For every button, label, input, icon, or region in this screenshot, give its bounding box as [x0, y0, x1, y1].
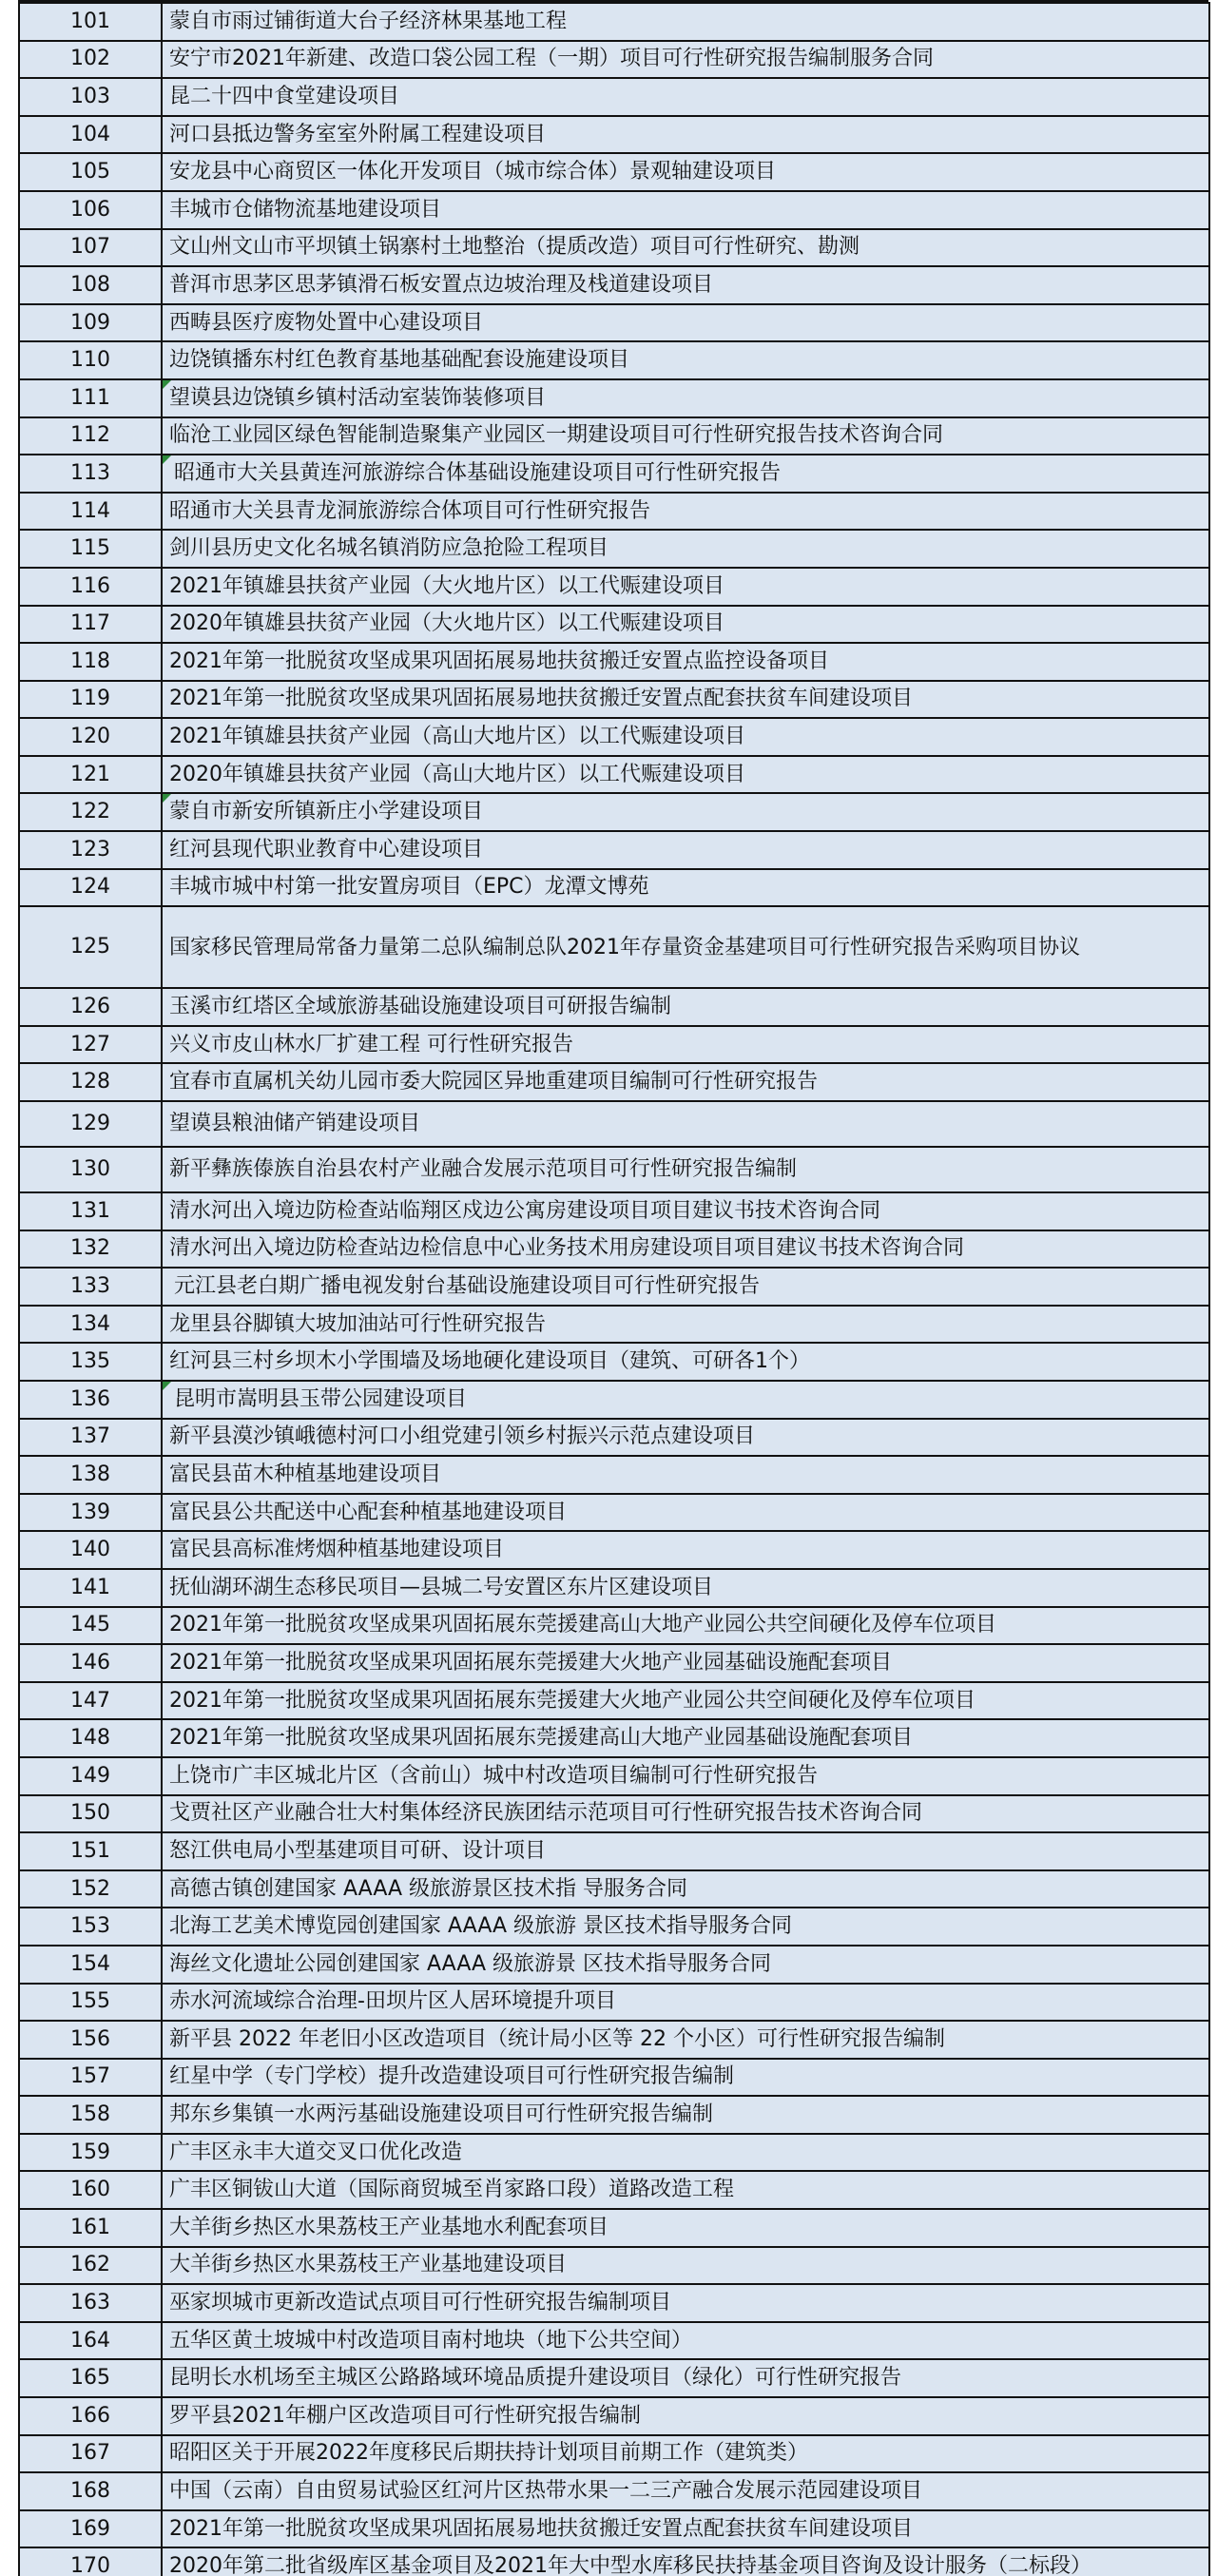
table-row	[19, 1063, 1209, 1101]
project-name-text: 2020年镇雄县扶贫产业园（大火地片区）以工代赈建设项目	[169, 611, 724, 636]
project-name-cell[interactable]	[162, 1306, 1209, 1344]
table-row	[19, 2059, 1209, 2097]
project-name-text: 广丰区永丰大道交叉口优化改造	[169, 2140, 463, 2164]
project-name-text: 2020年镇雄县扶贫产业园（高山大地片区）以工代赈建设项目	[169, 762, 745, 786]
project-name-text: 河口县抵边警务室室外附属工程建设项目	[169, 122, 547, 146]
table-row	[19, 643, 1209, 681]
table-row	[19, 718, 1209, 756]
row-number-cell[interactable]: 136	[19, 1381, 162, 1419]
project-name-cell[interactable]	[162, 869, 1209, 907]
project-name-cell[interactable]	[162, 2322, 1209, 2360]
row-number-cell[interactable]: 141	[19, 1569, 162, 1607]
table-row	[19, 1757, 1209, 1795]
project-name-cell[interactable]	[162, 1343, 1209, 1381]
project-name-cell[interactable]	[162, 1026, 1209, 1064]
project-name-cell[interactable]	[162, 153, 1209, 191]
row-number-cell[interactable]: 112	[19, 417, 162, 455]
project-name-cell[interactable]	[162, 41, 1209, 79]
project-name-text: 清水河出入境边防检查站临翔区戍边公寓房建设项目项目建议书技术咨询合同	[169, 1198, 881, 1223]
project-name-cell[interactable]	[162, 2021, 1209, 2059]
table-row	[19, 2134, 1209, 2172]
project-name-cell[interactable]	[162, 1456, 1209, 1494]
table-row	[19, 906, 1209, 988]
project-name-text: 中国（云南）自由贸易试验区红河片区热带水果一二三产融合发展示范园建设项目	[169, 2479, 923, 2504]
row-number-cell[interactable]: 164	[19, 2322, 162, 2360]
row-number-cell[interactable]: 127	[19, 1026, 162, 1064]
project-name-cell[interactable]	[162, 793, 1209, 831]
cell-comment-marker-icon	[163, 1382, 171, 1390]
table-row	[19, 681, 1209, 719]
project-name-cell[interactable]	[162, 530, 1209, 568]
row-number-cell[interactable]: 113	[19, 455, 162, 493]
table-row	[19, 793, 1209, 831]
project-name-text: 昭通市大关县黄连河旅游综合体基础设施建设项目可行性研究报告	[174, 460, 782, 485]
project-name-text: 2021年第一批脱贫攻坚成果巩固拓展易地扶贫搬迁安置点配套扶贫车间建设项目	[169, 2516, 913, 2541]
project-name-text: 怒江供电局小型基建项目可研、设计项目	[169, 1838, 547, 1863]
project-name-text: 红河县现代职业教育中心建设项目	[169, 837, 484, 862]
project-name-text: 昆二十四中食堂建设项目	[169, 84, 400, 108]
table-row	[19, 1381, 1209, 1419]
project-name-cell[interactable]	[162, 1063, 1209, 1101]
table-row	[19, 153, 1209, 191]
cell-comment-marker-icon	[163, 455, 171, 464]
row-number-cell[interactable]: 104	[19, 116, 162, 154]
project-name-cell[interactable]	[162, 1101, 1209, 1147]
row-number-cell[interactable]: 148	[19, 1719, 162, 1757]
row-number-cell[interactable]: 129	[19, 1101, 162, 1147]
project-name-text: 高德古镇创建国家 AAAA 级旅游景区技术指 导服务合同	[169, 1876, 688, 1901]
table-row	[19, 1870, 1209, 1908]
cell-comment-marker-icon	[163, 380, 171, 389]
row-number-cell[interactable]: 162	[19, 2247, 162, 2285]
row-number-cell[interactable]: 107	[19, 229, 162, 267]
project-name-cell[interactable]	[162, 379, 1209, 417]
project-name-text: 2021年第一批脱贫攻坚成果巩固拓展易地扶贫搬迁安置点配套扶贫车间建设项目	[169, 687, 913, 711]
table-row	[19, 78, 1209, 116]
table-row	[19, 304, 1209, 342]
table-row	[19, 2472, 1209, 2510]
project-name-text: 2021年第一批脱贫攻坚成果巩固拓展东莞援建大火地产业园公共空间硬化及停车位项目	[169, 1688, 976, 1713]
project-name-cell[interactable]	[162, 191, 1209, 229]
row-number-cell[interactable]: 160	[19, 2171, 162, 2209]
row-number-cell[interactable]: 149	[19, 1757, 162, 1795]
project-name-cell[interactable]	[162, 455, 1209, 493]
row-number-cell[interactable]: 103	[19, 78, 162, 116]
project-name-text: 蒙自市新安所镇新庄小学建设项目	[169, 800, 484, 824]
project-name-text: 清水河出入境边防检查站边检信息中心业务技术用房建设项目项目建议书技术咨询合同	[169, 1236, 965, 1261]
row-number-cell[interactable]: 154	[19, 1946, 162, 1984]
project-name-cell[interactable]	[162, 831, 1209, 869]
project-name-text: 巫家坝城市更新改造试点项目可行性研究报告编制项目	[169, 2291, 672, 2315]
table-row	[19, 988, 1209, 1026]
project-name-cell[interactable]	[162, 266, 1209, 304]
table-row	[19, 229, 1209, 267]
row-number-cell[interactable]: 124	[19, 869, 162, 907]
row-number-cell[interactable]: 106	[19, 191, 162, 229]
project-name-text: 丰城市城中村第一批安置房项目（EPC）龙潭文博苑	[169, 875, 649, 900]
project-name-cell[interactable]	[162, 1381, 1209, 1419]
project-name-text: 望谟县边饶镇乡镇村活动室装饰装修项目	[169, 385, 547, 410]
table-row	[19, 530, 1209, 568]
row-number-cell[interactable]: 115	[19, 530, 162, 568]
project-name-cell[interactable]	[162, 1984, 1209, 2022]
project-name-text: 新平县漠沙镇峨德村河口小组党建引领乡村振兴示范点建设项目	[169, 1424, 756, 1449]
table-row	[19, 1569, 1209, 1607]
table-row	[19, 2209, 1209, 2247]
table-row	[19, 2096, 1209, 2134]
row-number-cell[interactable]: 123	[19, 831, 162, 869]
project-name-text: 宜春市直属机关幼儿园市委大院园区异地重建项目编制可行性研究报告	[169, 1070, 819, 1094]
project-name-cell[interactable]	[162, 1832, 1209, 1870]
project-name-cell[interactable]	[162, 304, 1209, 342]
row-number-cell[interactable]: 114	[19, 493, 162, 531]
project-name-text: 普洱市思茅区思茅镇滑石板安置点边坡治理及栈道建设项目	[169, 272, 714, 297]
row-number-cell[interactable]: 109	[19, 304, 162, 342]
project-name-cell[interactable]	[162, 1644, 1209, 1682]
project-name-cell[interactable]	[162, 1192, 1209, 1230]
row-number-cell[interactable]: 169	[19, 2510, 162, 2548]
row-number-cell[interactable]: 153	[19, 1908, 162, 1946]
table-row	[19, 1306, 1209, 1344]
project-name-text: 抚仙湖环湖生态移民项目—县城二号安置区东片区建设项目	[169, 1575, 714, 1599]
project-name-text: 剑川县历史文化名城名镇消防应急抢险工程项目	[169, 536, 609, 561]
project-name-cell[interactable]	[162, 643, 1209, 681]
table-row	[19, 869, 1209, 907]
row-number-cell[interactable]: 168	[19, 2472, 162, 2510]
project-name-cell[interactable]	[162, 2435, 1209, 2473]
table-row	[19, 2359, 1209, 2397]
project-name-cell[interactable]	[162, 1147, 1209, 1192]
table-row	[19, 2247, 1209, 2285]
project-name-cell[interactable]	[162, 2059, 1209, 2097]
project-name-cell[interactable]	[162, 493, 1209, 531]
table-row	[19, 379, 1209, 417]
project-name-text: 2021年镇雄县扶贫产业园（高山大地片区）以工代赈建设项目	[169, 725, 745, 749]
project-name-text: 国家移民管理局常备力量第二总队编制总队2021年存量资金基建项目可行性研究报告采购项目协议	[169, 935, 1080, 959]
table-row	[19, 266, 1209, 304]
table-row	[19, 606, 1209, 644]
row-number-cell[interactable]: 131	[19, 1192, 162, 1230]
table-row	[19, 1230, 1209, 1269]
row-number-cell[interactable]: 138	[19, 1456, 162, 1494]
project-name-text: 兴义市皮山林水厂扩建工程 可行性研究报告	[169, 1032, 573, 1056]
row-number-cell[interactable]: 128	[19, 1063, 162, 1101]
project-name-text: 上饶市广丰区城北片区（含前山）城中村改造项目编制可行性研究报告	[169, 1763, 819, 1788]
project-name-text: 邦东乡集镇一水两污基础设施建设项目可行性研究报告编制	[169, 2102, 714, 2127]
table-row	[19, 116, 1209, 154]
project-name-text: 昆明长水机场至主城区公路路域环境品质提升建设项目（绿化）可行性研究报告	[169, 2366, 902, 2391]
row-number-cell[interactable]: 122	[19, 793, 162, 831]
project-name-text: 红星中学（专门学校）提升改造建设项目可行性研究报告编制	[169, 2064, 735, 2089]
row-number-cell[interactable]: 126	[19, 988, 162, 1026]
table-row	[19, 1946, 1209, 1984]
project-name-cell[interactable]	[162, 1870, 1209, 1908]
project-name-text: 2021年第一批脱贫攻坚成果巩固拓展东莞援建大火地产业园基础设施配套项目	[169, 1650, 892, 1675]
project-name-text: 大羊街乡热区水果荔枝王产业基地建设项目	[169, 2253, 568, 2277]
project-table-body	[19, 3, 1209, 2576]
project-name-cell[interactable]	[162, 1719, 1209, 1757]
project-name-cell[interactable]	[162, 1531, 1209, 1569]
project-name-cell[interactable]	[162, 2397, 1209, 2435]
row-number-cell[interactable]: 161	[19, 2209, 162, 2247]
table-row	[19, 1101, 1209, 1147]
project-name-cell[interactable]	[162, 1230, 1209, 1269]
project-name-cell[interactable]	[162, 1419, 1209, 1457]
project-name-text: 戈贾社区产业融合壮大村集体经济民族团结示范项目可行性研究报告技术咨询合同	[169, 1801, 923, 1826]
project-name-cell[interactable]	[162, 1268, 1209, 1306]
project-name-cell[interactable]	[162, 2359, 1209, 2397]
project-name-text: 五华区黄土坡城中村改造项目南村地块（地下公共空间）	[169, 2328, 693, 2353]
project-table	[18, 2, 1210, 2576]
row-number-cell[interactable]: 134	[19, 1306, 162, 1344]
table-row	[19, 568, 1209, 606]
project-name-cell[interactable]	[162, 229, 1209, 267]
project-name-text: 元江县老白期广播电视发射台基础设施建设项目可行性研究报告	[174, 1274, 761, 1299]
row-number-cell[interactable]: 117	[19, 606, 162, 644]
row-number-cell[interactable]: 118	[19, 643, 162, 681]
project-name-text: 广丰区铜钹山大道（国际商贸城至肖家路口段）道路改造工程	[169, 2178, 735, 2202]
project-name-cell[interactable]	[162, 2472, 1209, 2510]
project-name-cell[interactable]	[162, 3, 1209, 41]
row-number-cell[interactable]: 155	[19, 1984, 162, 2022]
project-name-cell[interactable]	[162, 1569, 1209, 1607]
project-name-cell[interactable]	[162, 756, 1209, 794]
project-name-text: 2021年第一批脱贫攻坚成果巩固拓展易地扶贫搬迁安置点监控设备项目	[169, 649, 829, 673]
table-row	[19, 1147, 1209, 1192]
project-name-cell[interactable]	[162, 1494, 1209, 1532]
table-row	[19, 417, 1209, 455]
table-row	[19, 2284, 1209, 2322]
row-number-cell[interactable]: 108	[19, 266, 162, 304]
row-number-cell[interactable]: 145	[19, 1607, 162, 1645]
row-number-cell[interactable]: 159	[19, 2134, 162, 2172]
table-row	[19, 831, 1209, 869]
row-number-cell[interactable]: 165	[19, 2359, 162, 2397]
table-row	[19, 756, 1209, 794]
project-name-text: 昆明市嵩明县玉带公园建设项目	[174, 1386, 468, 1411]
project-name-text: 玉溪市红塔区全域旅游基础设施建设项目可研报告编制	[169, 995, 672, 1019]
project-name-cell[interactable]	[162, 906, 1209, 988]
project-name-cell[interactable]	[162, 1795, 1209, 1833]
project-name-text: 红河县三村乡坝木小学围墙及场地硬化建设项目（建筑、可研各1个）	[169, 1349, 810, 1374]
project-name-text: 罗平县2021年棚户区改造项目可行性研究报告编制	[169, 2403, 641, 2428]
table-row	[19, 1795, 1209, 1833]
project-name-text: 安宁市2021年新建、改造口袋公园工程（一期）项目可行性研究报告编制服务合同	[169, 47, 934, 71]
table-row	[19, 2547, 1209, 2576]
project-name-cell[interactable]	[162, 1682, 1209, 1720]
table-row	[19, 1908, 1209, 1946]
project-name-cell[interactable]	[162, 2209, 1209, 2247]
table-row	[19, 2322, 1209, 2360]
row-number-cell[interactable]: 101	[19, 3, 162, 41]
table-row	[19, 1343, 1209, 1381]
project-name-cell[interactable]	[162, 988, 1209, 1026]
project-name-text: 蒙自市雨过铺街道大台子经济林果基地工程	[169, 9, 568, 33]
project-name-cell[interactable]	[162, 2284, 1209, 2322]
table-row	[19, 1419, 1209, 1457]
row-number-cell[interactable]: 150	[19, 1795, 162, 1833]
row-number-cell[interactable]: 167	[19, 2435, 162, 2473]
row-number-cell[interactable]: 137	[19, 1419, 162, 1457]
table-row	[19, 1719, 1209, 1757]
row-number-cell[interactable]: 116	[19, 568, 162, 606]
project-name-cell[interactable]	[162, 1757, 1209, 1795]
row-number-cell[interactable]: 151	[19, 1832, 162, 1870]
table-row	[19, 1531, 1209, 1569]
project-name-text: 富民县苗木种植基地建设项目	[169, 1462, 442, 1486]
row-number-cell[interactable]: 170	[19, 2547, 162, 2576]
table-row	[19, 1644, 1209, 1682]
project-name-cell[interactable]	[162, 606, 1209, 644]
table-row	[19, 341, 1209, 379]
project-name-text: 新平彝族傣族自治县农村产业融合发展示范项目可行性研究报告编制	[169, 1157, 798, 1182]
project-name-cell[interactable]	[162, 681, 1209, 719]
project-name-text: 大羊街乡热区水果荔枝王产业基地水利配套项目	[169, 2215, 609, 2239]
project-name-text: 安龙县中心商贸区一体化开发项目（城市综合体）景观轴建设项目	[169, 160, 777, 184]
row-number-cell[interactable]: 120	[19, 718, 162, 756]
project-name-cell[interactable]	[162, 116, 1209, 154]
table-row	[19, 2397, 1209, 2435]
cell-comment-marker-icon	[163, 794, 171, 803]
project-name-cell[interactable]	[162, 2547, 1209, 2576]
table-row	[19, 1268, 1209, 1306]
project-name-text: 西畴县医疗废物处置中心建设项目	[169, 310, 484, 335]
table-row	[19, 493, 1209, 531]
project-name-cell[interactable]	[162, 2134, 1209, 2172]
table-row	[19, 1456, 1209, 1494]
table-row	[19, 1984, 1209, 2022]
table-row	[19, 2171, 1209, 2209]
project-name-cell[interactable]	[162, 568, 1209, 606]
row-number-cell[interactable]: 156	[19, 2021, 162, 2059]
table-row	[19, 2510, 1209, 2548]
project-name-text: 望谟县粮油储产销建设项目	[169, 1112, 421, 1136]
project-name-text: 富民县公共配送中心配套种植基地建设项目	[169, 1500, 568, 1524]
row-number-cell[interactable]: 166	[19, 2397, 162, 2435]
table-row	[19, 1832, 1209, 1870]
table-row	[19, 3, 1209, 41]
project-name-text: 2021年镇雄县扶贫产业园（大火地片区）以工代赈建设项目	[169, 573, 724, 598]
table-row	[19, 455, 1209, 493]
table-row	[19, 1682, 1209, 1720]
row-number-cell[interactable]: 130	[19, 1147, 162, 1192]
table-row	[19, 1607, 1209, 1645]
table-row	[19, 41, 1209, 79]
row-number-cell[interactable]: 135	[19, 1343, 162, 1381]
row-number-cell[interactable]: 163	[19, 2284, 162, 2322]
row-number-cell[interactable]: 110	[19, 341, 162, 379]
table-row	[19, 2435, 1209, 2473]
project-name-cell[interactable]	[162, 718, 1209, 756]
project-name-text: 文山州文山市平坝镇土锅寨村土地整治（提质改造）项目可行性研究、勘测	[169, 235, 860, 260]
row-number-cell[interactable]: 152	[19, 1870, 162, 1908]
project-name-cell[interactable]	[162, 1908, 1209, 1946]
project-name-cell[interactable]	[162, 2247, 1209, 2285]
project-name-text: 海丝文化遗址公园创建国家 AAAA 级旅游景 区技术指导服务合同	[169, 1951, 772, 1976]
row-number-cell[interactable]: 132	[19, 1230, 162, 1269]
row-number-cell[interactable]: 158	[19, 2096, 162, 2134]
table-row	[19, 1192, 1209, 1230]
project-name-cell[interactable]	[162, 2096, 1209, 2134]
row-number-cell[interactable]: 140	[19, 1531, 162, 1569]
project-name-text: 新平县 2022 年老旧小区改造项目（统计局小区等 22 个小区）可行性研究报告编制	[169, 2026, 945, 2051]
row-number-cell[interactable]: 125	[19, 906, 162, 988]
project-name-cell[interactable]	[162, 341, 1209, 379]
row-number-cell[interactable]: 121	[19, 756, 162, 794]
row-number-cell[interactable]: 119	[19, 681, 162, 719]
project-name-text: 龙里县谷脚镇大坡加油站可行性研究报告	[169, 1311, 547, 1336]
row-number-cell[interactable]: 147	[19, 1682, 162, 1720]
project-name-text: 边饶镇播东村红色教育基地基础配套设施建设项目	[169, 348, 630, 373]
project-name-cell[interactable]	[162, 2171, 1209, 2209]
row-number-cell[interactable]: 133	[19, 1268, 162, 1306]
table-row	[19, 191, 1209, 229]
project-name-text: 临沧工业园区绿色智能制造聚集产业园区一期建设项目可行性研究报告技术咨询合同	[169, 423, 944, 448]
project-name-text: 2021年第一批脱贫攻坚成果巩固拓展东莞援建高山大地产业园公共空间硬化及停车位项目	[169, 1613, 996, 1637]
project-name-cell[interactable]	[162, 78, 1209, 116]
table-row	[19, 1494, 1209, 1532]
row-number-cell[interactable]: 157	[19, 2059, 162, 2097]
project-name-text: 2021年第一批脱贫攻坚成果巩固拓展东莞援建高山大地产业园基础设施配套项目	[169, 1726, 913, 1751]
project-name-text: 昭通市大关县青龙洞旅游综合体项目可行性研究报告	[169, 498, 651, 523]
row-number-cell[interactable]: 146	[19, 1644, 162, 1682]
project-name-text: 丰城市仓储物流基地建设项目	[169, 197, 442, 222]
project-name-text: 赤水河流域综合治理-田坝片区人居环境提升项目	[169, 1989, 616, 2014]
row-number-cell[interactable]: 102	[19, 41, 162, 79]
project-name-text: 富民县高标准烤烟种植基地建设项目	[169, 1538, 505, 1562]
table-row	[19, 1026, 1209, 1064]
row-number-cell[interactable]: 105	[19, 153, 162, 191]
project-name-text: 昭阳区关于开展2022年度移民后期扶持计划项目前期工作（建筑类）	[169, 2441, 808, 2466]
row-number-cell[interactable]: 139	[19, 1494, 162, 1532]
project-name-text: 2020年第二批省级库区基金项目及2021年大中型水库移民扶持基金项目咨询及设计服务（二标段）	[169, 2554, 1091, 2576]
project-name-cell[interactable]	[162, 417, 1209, 455]
project-name-cell[interactable]	[162, 2510, 1209, 2548]
table-row	[19, 2021, 1209, 2059]
project-name-text: 北海工艺美术博览园创建国家 AAAA 级旅游 景区技术指导服务合同	[169, 1914, 793, 1939]
row-number-cell[interactable]: 111	[19, 379, 162, 417]
project-name-cell[interactable]	[162, 1607, 1209, 1645]
project-name-cell[interactable]	[162, 1946, 1209, 1984]
